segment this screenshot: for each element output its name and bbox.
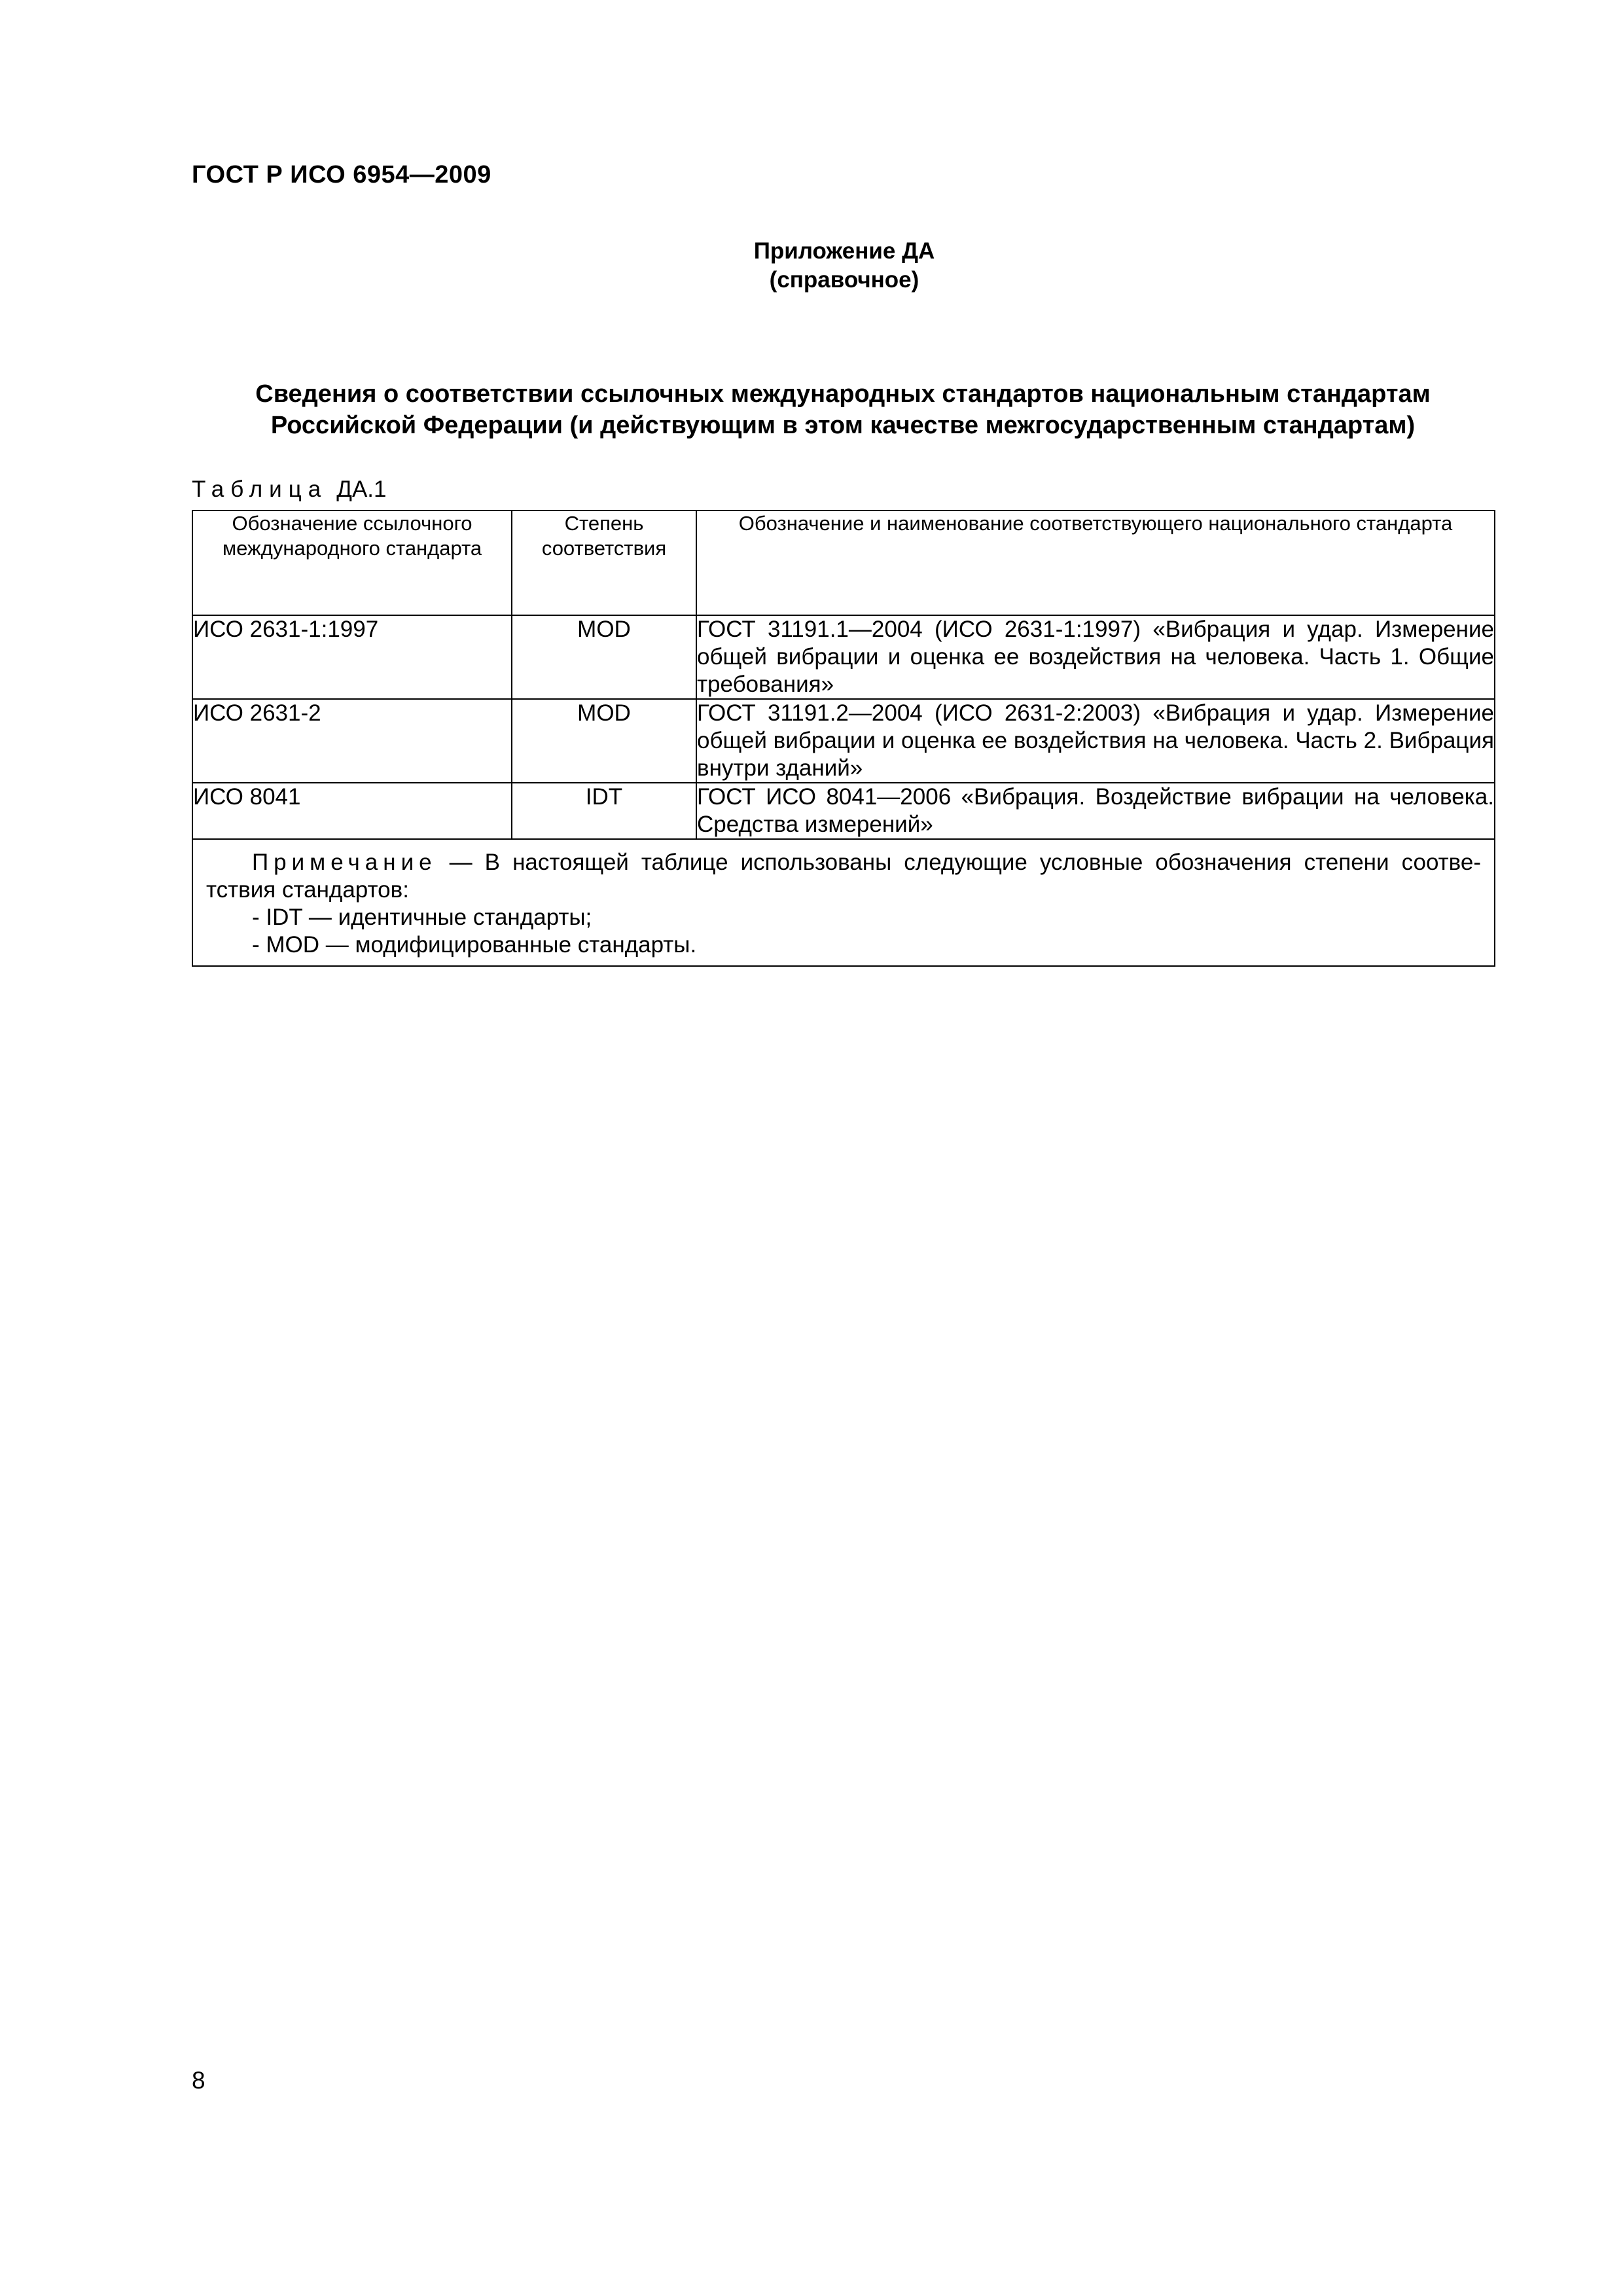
cell-ref-standard: ИСО 8041 [192, 783, 512, 839]
note-label: Примечание [252, 850, 437, 875]
cell-ref-standard: ИСО 2631-2 [192, 699, 512, 783]
section-title-line-2: Российской Федерации (и действующим в этом качестве межгосударственным стандартам) [270, 412, 1416, 439]
note-item-idt: - IDT — идентичные стандарты; [252, 905, 592, 930]
standards-correspondence-table [192, 510, 1495, 967]
table-caption [192, 476, 386, 503]
appendix-title: Приложение ДА [753, 238, 935, 264]
cell-degree: MOD [512, 615, 696, 699]
table-row [192, 699, 1495, 783]
table-caption-word: Таблица [192, 476, 328, 502]
table-row [192, 615, 1495, 699]
table-note-row [192, 839, 1495, 966]
cell-degree: IDT [512, 783, 696, 839]
section-title-line-1: Сведения о соответствии ссылочных международных стандартов национальным стандартам [255, 380, 1431, 408]
table-caption-id: ДА.1 [336, 476, 387, 502]
appendix-type: (справочное) [769, 267, 919, 293]
page-number: 8 [192, 2067, 205, 2094]
table-note [192, 839, 1495, 966]
table-row [192, 783, 1495, 839]
cell-national-standard: ГОСТ 31191.2—2004 (ИСО 2631-2:2003) «Вибрация и удар. Измерение общей вибрации и оценка ее воздействия на человека. Часть 2. Вибрация внутри зданий» [696, 699, 1495, 783]
column-header-ref-standard: Обозначение ссылочного международного стандарта [192, 511, 512, 615]
cell-degree: MOD [512, 699, 696, 783]
appendix-heading [681, 237, 1008, 295]
column-header-national-standard: Обозначение и наименование соответствующего национального стандарта [696, 511, 1495, 615]
cell-national-standard: ГОСТ 31191.1—2004 (ИСО 2631-1:1997) «Вибрация и удар. Измерение общей вибрации и оценка ее воздействия на человека. Часть 1. Общие требования» [696, 615, 1495, 699]
cell-national-standard: ГОСТ ИСО 8041—2006 «Вибрация. Воздействие вибрации на человека. Средства измерений» [696, 783, 1495, 839]
document-code-header: ГОСТ Р ИСО 6954—2009 [192, 161, 491, 188]
column-header-degree: Степень соответствия [512, 511, 696, 615]
note-text: — В настоящей таблице использованы следующие условные обозначения степени соответствия стандартов: [206, 850, 1481, 903]
section-title [192, 378, 1494, 441]
table-header-row [192, 511, 1495, 615]
note-item-mod: - MOD — модифицированные стандарты. [252, 932, 697, 958]
cell-ref-standard: ИСО 2631-1:1997 [192, 615, 512, 699]
